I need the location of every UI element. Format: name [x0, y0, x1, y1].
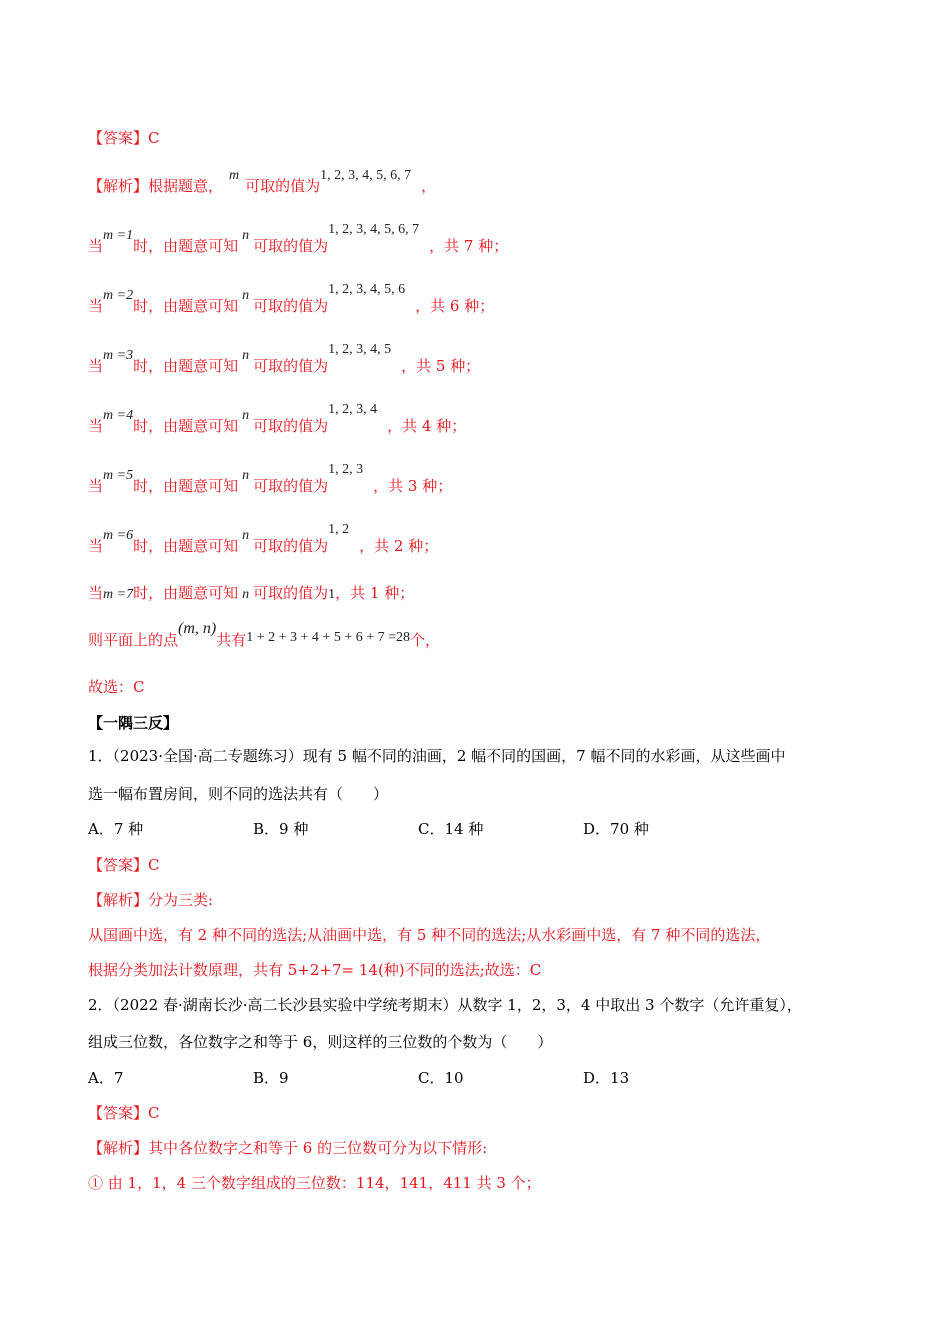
q2-stem-line2: 组成三位数，各位数字之和等于 6，则这样的三位数的个数为（ ） — [88, 1033, 553, 1051]
q1-analysis-line2: 从国画中选，有 2 种不同的选法;从油画中选，有 5 种不同的选法;从水彩画中选，有 7 种不同的选法， — [88, 926, 771, 944]
case-line — [88, 282, 495, 318]
case-mid: 时，由题意可知 — [133, 237, 239, 255]
case-prefix: 当 — [88, 537, 104, 555]
case-tail: ，共 3 种； — [373, 477, 453, 495]
math-case-values: 1, 2, 3 — [328, 462, 364, 477]
q1-analysis-line3: 根据分类加法计数原理，共有 5+2+7= 14(种)不同的选法;故选：C — [88, 961, 542, 979]
case-mid: 时，由题意可知 — [133, 357, 239, 375]
math-var-n: n — [242, 468, 250, 483]
math-case-values: 1, 2, 3, 4, 5 — [328, 342, 392, 357]
total-pre: 则平面上的点 — [88, 631, 179, 649]
case-tail: ，共 5 种； — [401, 357, 481, 375]
math-case-cond: m =1 — [103, 228, 134, 243]
case-tail: ，共 6 种； — [415, 297, 495, 315]
case-line — [88, 462, 453, 498]
case-mid2: 可取的值为 — [253, 584, 329, 602]
math-case-cond: m =5 — [103, 468, 134, 483]
math-case-values: 1, 2 — [328, 522, 350, 537]
case-tail: ，共 1 种； — [335, 584, 415, 602]
answer-line — [88, 128, 160, 148]
answer-label: 【答案】 — [88, 856, 149, 874]
math-var-n: n — [242, 587, 250, 602]
analysis-intro-text: 根据题意， — [148, 177, 224, 195]
analysis-label: 【解析】 — [88, 891, 149, 909]
math-var-n: n — [242, 228, 250, 243]
math-case-cond: m =4 — [103, 408, 134, 423]
case-prefix: 当 — [88, 297, 104, 315]
case-prefix: 当 — [88, 237, 104, 255]
math-case-cond: m =7 — [103, 587, 134, 602]
case-prefix: 当 — [88, 584, 104, 602]
case-tail: ，共 2 种； — [359, 537, 439, 555]
math-case-cond: m =3 — [103, 348, 134, 363]
math-case-cond: m =2 — [103, 288, 134, 303]
math-point: (m, n) — [178, 620, 217, 637]
q1-option-b: B．9 种 — [253, 820, 309, 838]
q1-stem-line1: 1．（2023·全国·高二专题练习）现有 5 幅不同的油画，2 幅不同的国画，7 幅不同的水彩画，从这些画中 — [88, 747, 786, 765]
q2-analysis-line1 — [88, 1138, 487, 1158]
q2-option-c: C．10 — [418, 1069, 464, 1087]
math-case-values: 1 — [328, 587, 336, 602]
case-tail: ，共 7 种； — [429, 237, 509, 255]
analysis-text: 分为三类: — [148, 891, 214, 909]
math-var-n: n — [242, 408, 250, 423]
case-prefix: 当 — [88, 417, 104, 435]
case-prefix: 当 — [88, 477, 104, 495]
case-mid2: 可取的值为 — [253, 297, 329, 315]
answer-label: 【答案】 — [88, 129, 149, 147]
q1-answer — [88, 855, 160, 875]
case-mid: 时，由题意可知 — [133, 537, 239, 555]
q1-option-c: C．14 种 — [418, 820, 484, 838]
case-mid2: 可取的值为 — [253, 237, 329, 255]
case-line — [88, 222, 509, 258]
answer-value: C — [148, 1104, 160, 1122]
q1-option-a: A．7 种 — [88, 820, 144, 838]
analysis-text: 其中各位数字之和等于 6 的三位数可分为以下情形: — [148, 1139, 488, 1157]
q1-analysis-line1 — [88, 890, 213, 910]
q1-option-d: D．70 种 — [583, 820, 649, 838]
analysis-intro — [88, 168, 437, 198]
q2-answer — [88, 1103, 160, 1123]
case-mid2: 可取的值为 — [253, 477, 329, 495]
case-mid: 时，由题意可知 — [133, 584, 239, 602]
q2-stem-line1: 2．（2022 春·湖南长沙·高二长沙县实验中学统考期末）从数字 1，2，3，4 中取出 3 个数字（允许重复）， — [88, 996, 802, 1014]
section-title: 【一隅三反】 — [88, 714, 179, 732]
intro-mid-text: 可取的值为 — [245, 177, 321, 195]
answer-value: C — [148, 856, 160, 874]
case-line — [88, 402, 467, 438]
math-case-values: 1, 2, 3, 4, 5, 6 — [328, 282, 406, 297]
case-mid2: 可取的值为 — [253, 357, 329, 375]
q2-option-d: D．13 — [583, 1069, 630, 1087]
math-var-m: m — [229, 168, 240, 183]
q2-option-b: B．9 — [253, 1069, 289, 1087]
case-tail: ，共 4 种； — [387, 417, 467, 435]
math-m-values: 1, 2, 3, 4, 5, 6, 7 — [320, 168, 412, 183]
conclusion-line: 故选：C — [88, 678, 145, 696]
intro-end: ， — [421, 177, 437, 195]
math-var-n: n — [242, 528, 250, 543]
total-line — [88, 620, 441, 652]
case-mid: 时，由题意可知 — [133, 477, 239, 495]
answer-label: 【答案】 — [88, 1104, 149, 1122]
total-end: 个， — [410, 631, 441, 649]
case-mid2: 可取的值为 — [253, 537, 329, 555]
case-line — [88, 342, 481, 378]
math-case-values: 1, 2, 3, 4, 5, 6, 7 — [328, 222, 420, 237]
math-case-values: 1, 2, 3, 4 — [328, 402, 378, 417]
case-line — [88, 522, 439, 558]
case-mid: 时，由题意可知 — [133, 297, 239, 315]
analysis-label: 【解析】 — [88, 177, 149, 195]
q1-stem-line2: 选一幅布置房间，则不同的选法共有（ ） — [88, 785, 389, 803]
total-mid: 共有 — [216, 631, 247, 649]
answer-value: C — [148, 129, 160, 147]
q2-analysis-line2: ① 由 1，1，4 三个数字组成的三位数：114，141，411 共 3 个； — [88, 1174, 541, 1192]
math-var-n: n — [242, 288, 250, 303]
math-total-expr: 1 + 2 + 3 + 4 + 5 + 6 + 7 =28 — [246, 630, 411, 645]
case-mid2: 可取的值为 — [253, 417, 329, 435]
math-var-n: n — [242, 348, 250, 363]
math-case-cond: m =6 — [103, 528, 134, 543]
q2-option-a: A．7 — [88, 1069, 124, 1087]
analysis-label: 【解析】 — [88, 1139, 149, 1157]
case-mid: 时，由题意可知 — [133, 417, 239, 435]
case-line — [88, 583, 414, 605]
case-prefix: 当 — [88, 357, 104, 375]
